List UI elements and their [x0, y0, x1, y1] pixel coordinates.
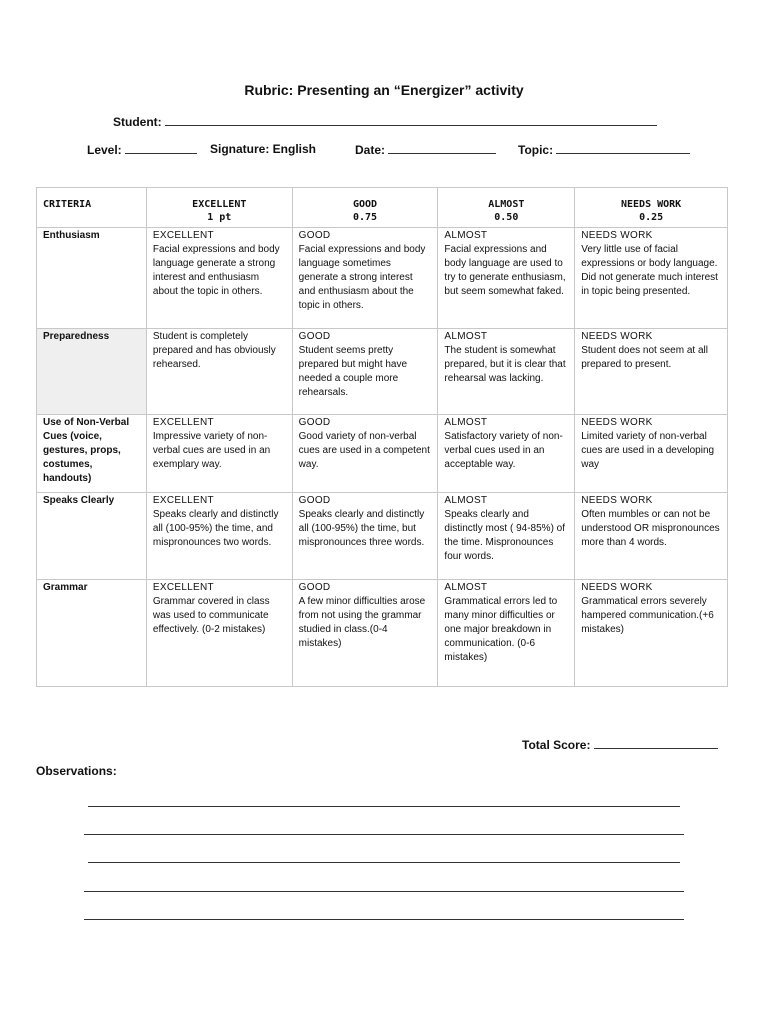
rubric-cell: ALMOST The student is somewhat prepared, but it is clear that rehearsal was lacking. [438, 329, 575, 415]
topic-field [518, 142, 690, 157]
date-label: Date: [355, 143, 386, 157]
observation-line [84, 891, 684, 892]
rubric-cell: GOOD Speaks clearly and distinctly all (100-95%) the time, but mispronounces three words. [292, 493, 438, 580]
rubric-cell: EXCELLENT Facial expressions and body language generate a strong interest and enthusiasm about the topic in others. [146, 228, 292, 329]
observation-line [88, 806, 680, 807]
student-field [113, 114, 657, 129]
date-field [355, 142, 496, 157]
rubric-cell: NEEDS WORK Very little use of facial expressions or body language. Did not generate much interest in topic being presented. [575, 228, 728, 329]
rubric-cell: ALMOST Facial expressions and body language are used to try to generate enthusiasm, but seem somewhat faked. [438, 228, 575, 329]
header-criteria: CRITERIA [37, 188, 147, 228]
level-label: Level: [87, 143, 122, 157]
rubric-cell: GOOD Student seems pretty prepared but might have needed a couple more rehearsals. [292, 329, 438, 415]
header-needs-work: NEEDS WORK 0.25 [575, 188, 728, 228]
table-row [37, 329, 728, 415]
header-good: GOOD 0.75 [292, 188, 438, 228]
table-row [37, 415, 728, 493]
criteria-cell: Preparedness [37, 329, 147, 415]
rubric-cell: GOOD A few minor difficulties arose from not using the grammar studied in class.(0-4 mistakes) [292, 580, 438, 687]
total-score-field [522, 737, 718, 752]
level-blank [125, 142, 197, 154]
document-title: Rubric: Presenting an “Energizer” activity [244, 82, 524, 98]
total-score-label: Total Score: [522, 738, 591, 752]
rubric-cell: NEEDS WORK Grammatical errors severely hampered communication.(+6 mistakes) [575, 580, 728, 687]
rubric-cell: ALMOST Satisfactory variety of non-verbal cues used in an acceptable way. [438, 415, 575, 493]
date-blank [388, 142, 496, 154]
topic-blank [556, 142, 690, 154]
rubric-table [36, 187, 728, 687]
criteria-cell: Speaks Clearly [37, 493, 147, 580]
header-almost: ALMOST 0.50 [438, 188, 575, 228]
observations-label: Observations: [36, 764, 117, 778]
rubric-cell: GOOD Facial expressions and body language sometimes generate a strong interest and enthusiasm about the topic in others. [292, 228, 438, 329]
level-field [87, 142, 197, 157]
criteria-cell: Grammar [37, 580, 147, 687]
student-blank [165, 114, 657, 126]
rubric-cell: NEEDS WORK Limited variety of non-verbal cues are used in a developing way [575, 415, 728, 493]
topic-label: Topic: [518, 143, 554, 157]
rubric-cell: EXCELLENT Speaks clearly and distinctly all (100-95%) the time, and mispronounces two words. [146, 493, 292, 580]
rubric-cell: EXCELLENT Grammar covered in class was used to communicate effectively. (0-2 mistakes) [146, 580, 292, 687]
table-row [37, 580, 728, 687]
rubric-cell: GOOD Good variety of non-verbal cues are used in a competent way. [292, 415, 438, 493]
observation-line [84, 834, 684, 835]
rubric-cell: EXCELLENT Impressive variety of non-verbal cues are used in an exemplary way. [146, 415, 292, 493]
signature-field [210, 142, 316, 156]
table-row [37, 228, 728, 329]
rubric-cell: NEEDS WORK Student does not seem at all prepared to present. [575, 329, 728, 415]
rubric-cell: NEEDS WORK Often mumbles or can not be understood OR mispronounces more than 4 words. [575, 493, 728, 580]
table-row [37, 493, 728, 580]
observation-line [84, 919, 684, 920]
rubric-cell: ALMOST Speaks clearly and distinctly most ( 94-85%) of the time. Mispronounces four words. [438, 493, 575, 580]
rubric-cell: ALMOST Grammatical errors led to many minor difficulties or one major breakdown in communication. (0-6 mistakes) [438, 580, 575, 687]
total-score-blank [594, 737, 718, 749]
header-excellent: EXCELLENT 1 pt [146, 188, 292, 228]
rubric-cell: Student is completely prepared and has obviously rehearsed. [146, 329, 292, 415]
criteria-cell: Use of Non-Verbal Cues (voice, gestures, props, costumes, handouts) [37, 415, 147, 493]
signature-label: Signature: English [210, 142, 317, 156]
criteria-cell: Enthusiasm [37, 228, 147, 329]
observation-line [88, 862, 680, 863]
student-label: Student: [113, 115, 162, 129]
table-header-row [37, 188, 728, 228]
